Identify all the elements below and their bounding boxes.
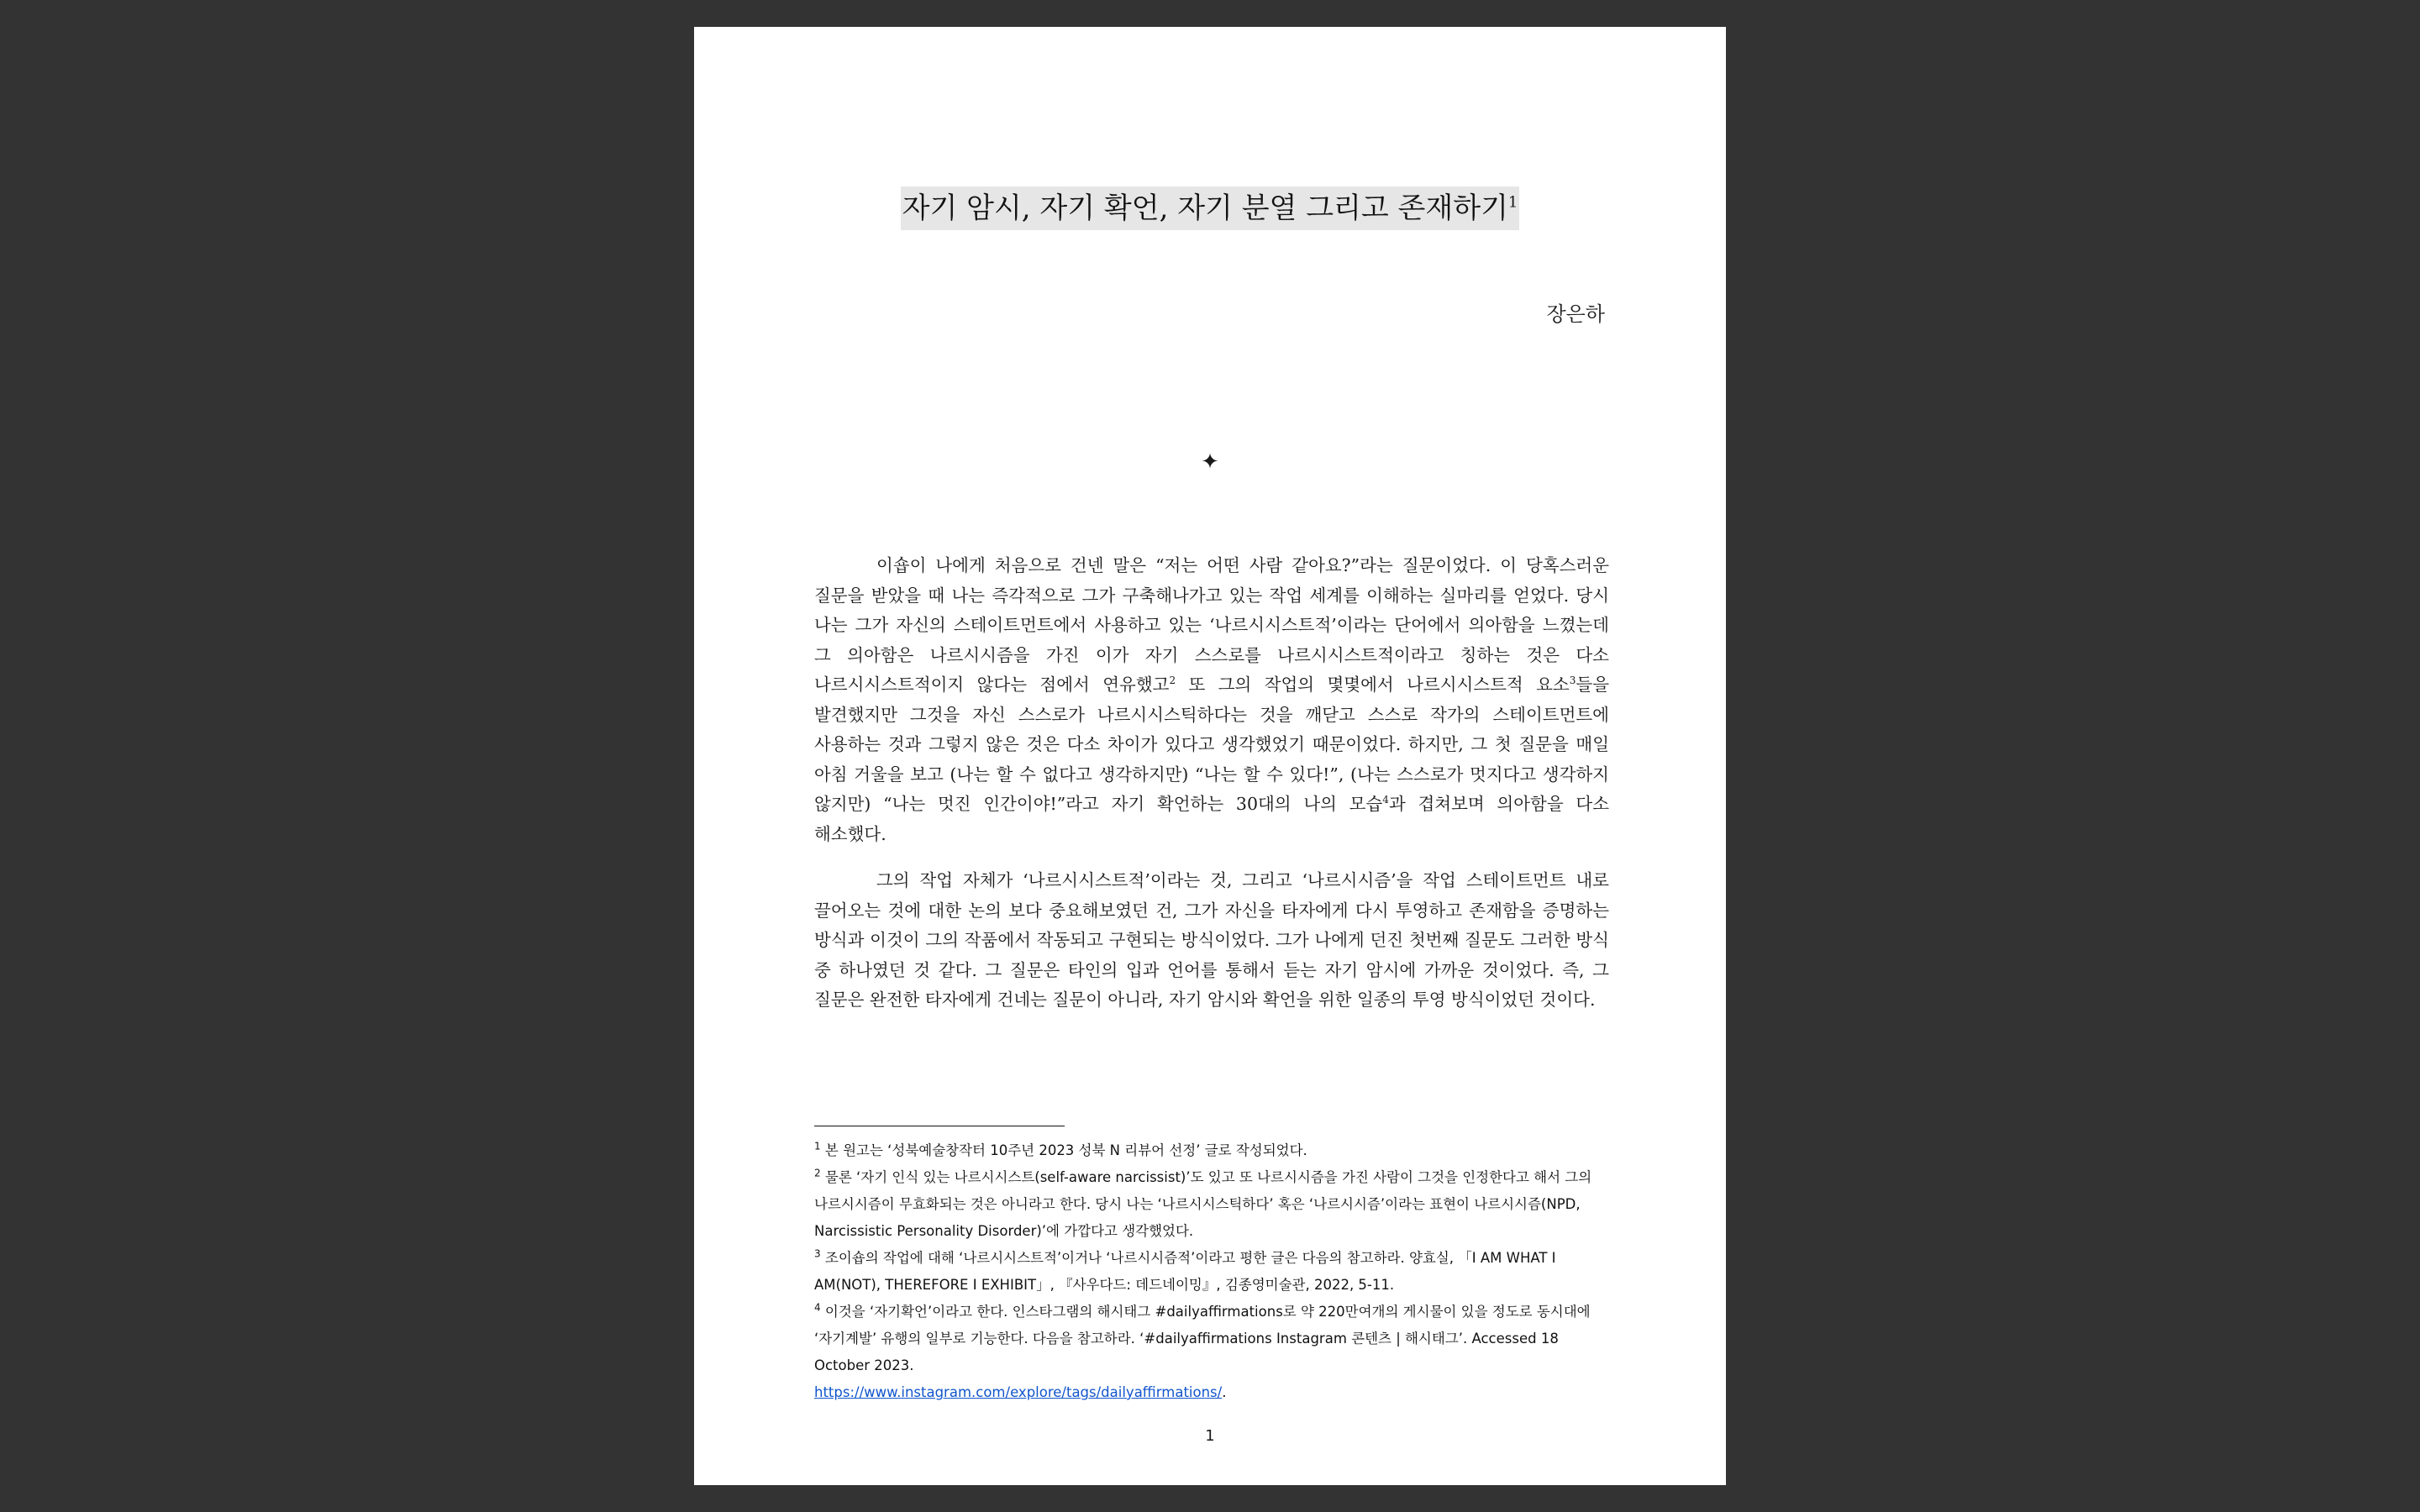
paragraph-1 [814, 551, 1609, 849]
author-name: 장은하 [1546, 302, 1605, 326]
page-number: 1 [1205, 1427, 1215, 1445]
title-container [694, 186, 1726, 230]
star-ornament-icon: ✦ [1201, 449, 1219, 475]
footnote-ref-3[interactable]: 3 [1569, 675, 1576, 687]
paragraph-text: 그의 작업 자체가 ‘나르시시스트적’이라는 것, 그리고 ‘나르시시즘’을 작업 스테이트먼트 내로 끌어오는 것에 대한 논의 보다 중요해보였던 건, 그가 자신을 타자에게 다시 투영하고 존재함을 증명하는 방식과 이것이 그의 작품에서 작동되고 구현되는 방식이었다. 그가 나에게 던진 첫번째 질문도 그러한 방식 중 하나였던 것 같다. 그 질문은 타인의 입과 언어를 통해서 듣는 자기 암시에 가까운 것이었다. 즉, 그 질문은 완전한 타자에게 건네는 질문이 아니라, 자기 암시와 확언을 위한 일종의 투영 방식이었던 것이다. [814, 870, 1609, 1010]
title-footnote-ref[interactable]: 1 [1507, 193, 1518, 212]
footnote-text: 물론 ‘자기 인식 있는 나르시시스트(self-aware narcissist)’도 있고 또 나르시시즘을 가진 사람이 그것을 인정한다고 해서 그의 나르시시즘이 무효화되는 것은 아니라고 한다. 당시 나는 ‘나르시시스틱하다’ 혹은 ‘나르시시즘’이라는 표현이 나르시시즘(NPD, Narcissistic Personality Disorder)’에 가깝다고 생각했었다. [814, 1169, 1592, 1239]
body-text [814, 551, 1609, 1032]
paragraph-text: 또 그의 작업의 몇몇에서 나르시시스트적 요소 [1176, 675, 1570, 695]
footnote-trailing: . [1222, 1384, 1227, 1400]
footnote-1 [814, 1137, 1609, 1164]
paragraph-text: 들을 발견했지만 그것을 자신 스스로가 나르시시스틱하다는 것을 깨닫고 스스로 작가의 스테이트먼트에 사용하는 것과 그렇지 않은 것은 다소 차이가 있다고 생각했었기 때문이었다. 하지만, 그 첫 질문을 매일 아침 거울을 보고 (나는 할 수 없다고 생각하지만) “나는 할 수 있다!”, (나는 스스로가 멋지다고 생각하지 않지만) “나는 멋진 인간이야!”라고 자기 확언하는 30대의 나의 모습 [814, 675, 1609, 814]
footnote-text: 이것을 ‘자기확언’이라고 한다. 인스타그램의 해시태그 #dailyaffirmations로 약 220만여개의 게시물이 있을 정도로 동시대에 ‘자기계발’ 유행의 일부로 기능한다. 다음을 참고하라. ‘#dailyaffirmations Instagram 콘텐츠 | 해시태그’. Accessed 18 October 2023. [814, 1304, 1591, 1373]
document-title [901, 186, 1520, 230]
instagram-link[interactable]: https://www.instagram.com/explore/tags/dailyaffirmations/ [814, 1384, 1223, 1400]
footnote-4 [814, 1299, 1609, 1406]
footnotes [814, 1137, 1609, 1406]
footnote-mark: 2 [814, 1167, 821, 1179]
title-text: 자기 암시, 자기 확언, 자기 분열 그리고 존재하기 [902, 192, 1508, 225]
paragraph-text: 이숍이 나에게 처음으로 건넨 말은 “저는 어떤 사람 같아요?”라는 질문이었다. 이 당혹스러운 질문을 받았을 때 나는 즉각적으로 그가 구축해나가고 있는 작업 세계를 이해하는 실마리를 얻었다. 당시 나는 그가 자신의 스테이트먼트에서 사용하고 있는 ‘나르시시스트적’이라는 단어에서 의아함을 느꼈는데 그 의아함은 나르시시즘을 가진 이가 자기 스스로를 나르시시스트적이라고 칭하는 것은 다소 나르시시스트적이지 않다는 점에서 연유했고 [814, 555, 1609, 695]
footnote-3 [814, 1245, 1609, 1299]
footnote-mark: 4 [814, 1301, 821, 1314]
footnote-mark: 3 [814, 1247, 821, 1260]
footnote-2 [814, 1164, 1609, 1245]
footnote-ref-2[interactable]: 2 [1169, 675, 1176, 687]
paragraph-text: 과 겹쳐보며 의아함을 다소 해소했다. [814, 794, 1609, 844]
footnote-mark: 1 [814, 1140, 821, 1152]
footnote-text: 조이숍의 작업에 대해 ‘나르시시스트적’이거나 ‘나르시시즘적’이라고 평한 글은 다음의 참고하라. 양효실, 「I AM WHAT I AM(NOT), THEREFORE I EXHIBIT」, 『사우다드: 데드네이밍』, 김종영미술관, 2022, 5-11. [814, 1250, 1556, 1293]
document-page [694, 27, 1726, 1485]
footnote-ref-4[interactable]: 4 [1382, 794, 1389, 806]
paragraph-2 [814, 866, 1609, 1016]
footnote-text: 본 원고는 ‘성북예술창작터 10주년 2023 성북 N 리뷰어 선정’ 글로 작성되었다. [824, 1142, 1307, 1158]
